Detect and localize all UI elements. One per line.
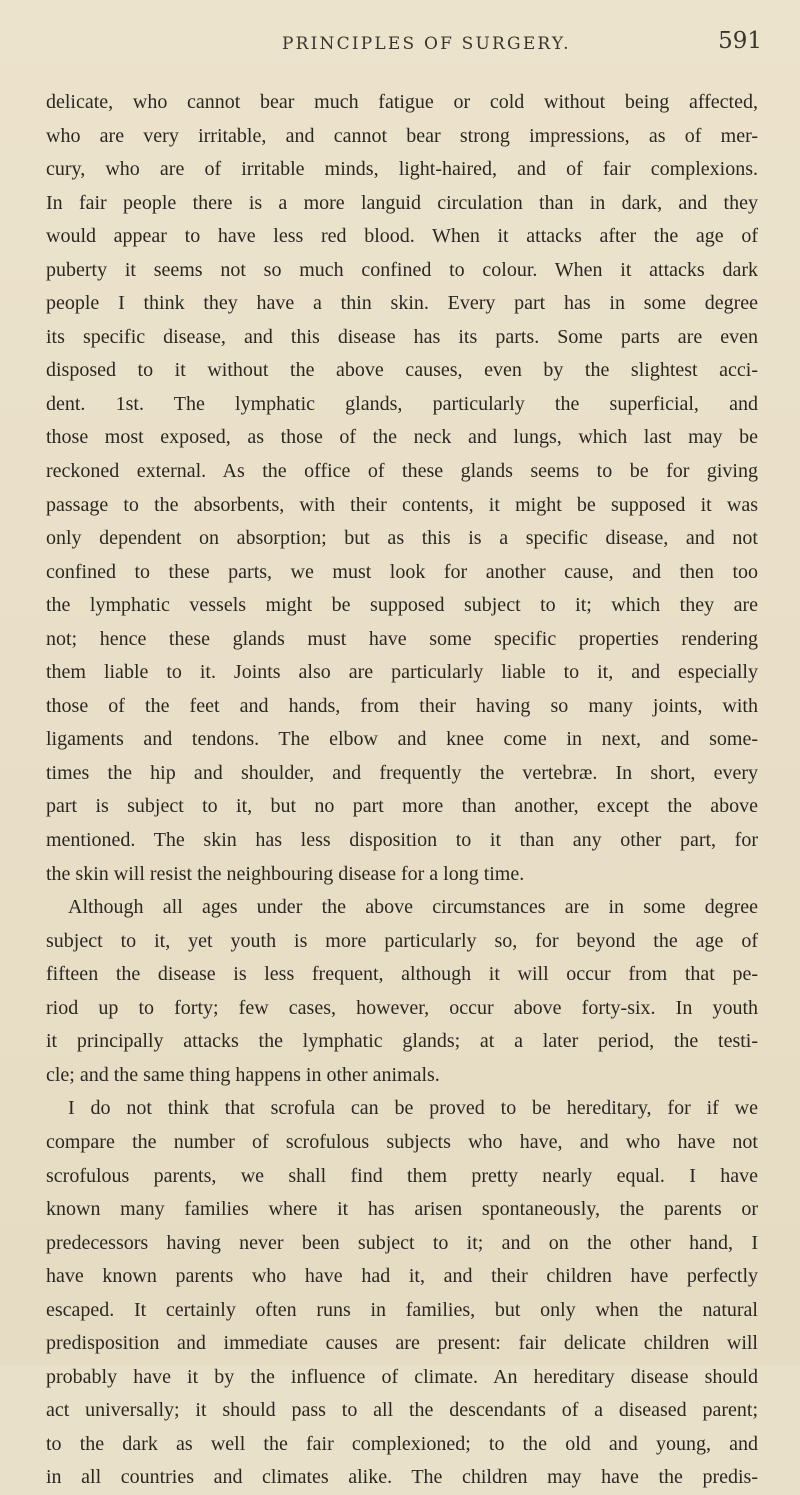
text-line: them liable to it. Joints also are particularly liable to it, and especially [46, 661, 758, 684]
text-line: act universally; it should pass to all the descendants of a diseased parent; [46, 1399, 758, 1422]
text-line: cle; and the same thing happens in other animals. [46, 1063, 440, 1086]
text-line: delicate, who cannot bear much fatigue or cold without being affected, [46, 91, 758, 113]
text-line: have known parents who have had it, and their children have perfectly [46, 1265, 758, 1288]
text-line: would appear to have less red blood. When it attacks after the age of [46, 225, 758, 248]
text-line: In fair people there is a more languid circulation than in dark, and they [46, 191, 758, 214]
text-line: it principally attacks the lymphatic glands; at a later period, the testi- [46, 1030, 758, 1053]
text-line: scrofulous parents, we shall find them pretty nearly equal. I have [46, 1164, 758, 1187]
text-line: compare the number of scrofulous subjects who have, and who have not [46, 1130, 758, 1153]
text-line: reckoned external. As the office of these glands seems to be for giving [46, 460, 758, 483]
text-line: disposed to it without the above causes, even by the slightest acci- [46, 359, 758, 382]
text-line: those most exposed, as those of the neck and lungs, which last may be [46, 426, 758, 449]
text-line: probably have it by the influence of climate. An hereditary disease should [46, 1365, 758, 1388]
text-line: predisposition and immediate causes are present: fair delicate children will [46, 1332, 758, 1355]
page-header [0, 28, 800, 64]
text-line: people I think they have a thin skin. Every part has in some degree [46, 292, 758, 315]
text-line: in all countries and climates alike. The children may have the predis- [46, 1466, 758, 1489]
text-line: only dependent on absorption; but as this is a specific disease, and not [46, 527, 758, 550]
text-line: dent. 1st. The lymphatic glands, particularly the superficial, and [46, 392, 758, 415]
text-line: passage to the absorbents, with their contents, it might be supposed it was [46, 493, 758, 516]
text-line: riod up to forty; few cases, however, occur above forty-six. In youth [46, 996, 758, 1019]
text-line: confined to these parts, we must look for another cause, and then too [46, 560, 758, 583]
text-line: cury, who are of irritable minds, light-haired, and of fair complexions. [46, 158, 758, 181]
text-line: the skin will resist the neighbouring disease for a long time. [46, 862, 525, 885]
text-line: puberty it seems not so much confined to colour. When it attacks dark [46, 258, 758, 281]
text-line: predecessors having never been subject to it; and on the other hand, I [46, 1231, 758, 1254]
text-line: I do not think that scrofula can be proved to be hereditary, for if we [68, 1097, 758, 1120]
text-line: subject to it, yet youth is more particularly so, for beyond the age of [46, 929, 758, 952]
text-line: mentioned. The skin has less disposition to it than any other part, for [46, 829, 758, 852]
text-line: times the hip and shoulder, and frequently the vertebræ. In short, every [46, 761, 758, 784]
text-line: ligaments and tendons. The elbow and knee come in next, and some- [46, 728, 758, 751]
text-line: to the dark as well the fair complexioned; to the old and young, and [46, 1432, 758, 1455]
text-line: part is subject to it, but no part more than another, except the above [46, 795, 758, 818]
text-line: its specific disease, and this disease has its parts. Some parts are even [46, 325, 758, 348]
text-line: who are very irritable, and cannot bear strong impressions, as of mer- [46, 124, 758, 147]
text-line: not; hence these glands must have some specific properties rendering [46, 627, 758, 650]
text-line: Although all ages under the above circumstances are in some degree [68, 896, 758, 919]
text-line: the lymphatic vessels might be supposed subject to it; which they are [46, 594, 758, 617]
page-number: 591 [718, 28, 762, 54]
text-line: those of the feet and hands, from their having so many joints, with [46, 694, 758, 717]
text-line: fifteen the disease is less frequent, although it will occur from that pe- [46, 963, 758, 986]
body-text [46, 86, 758, 1495]
text-line: escaped. It certainly often runs in families, but only when the natural [46, 1298, 758, 1321]
text-line: known many families where it has arisen spontaneously, the parents or [46, 1198, 758, 1221]
running-head: PRINCIPLES OF SURGERY. [282, 34, 571, 54]
